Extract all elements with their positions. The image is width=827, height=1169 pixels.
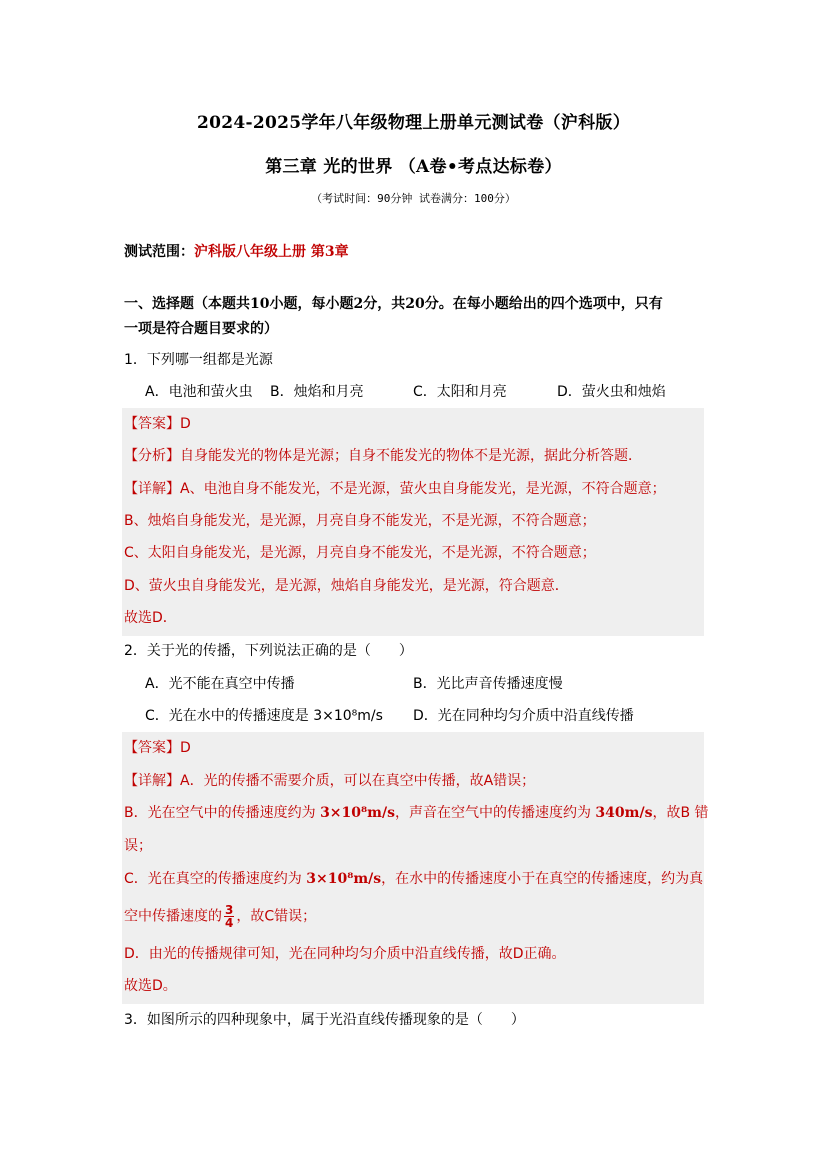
q2-answer	[124, 738, 191, 758]
scope-value: 沪科版八年级上册 第3章	[194, 244, 349, 260]
q2-conclusion: 故选D。	[124, 978, 177, 994]
q1-detail-line: C、太阳自身能发光，是光源，月亮自身不能发光，不是光源，不符合题意；	[124, 545, 596, 561]
q2-detail-c-cont	[124, 904, 316, 929]
q2-detail-c-text: 空中传播速度的	[124, 908, 222, 925]
fraction-three-quarters	[224, 904, 234, 929]
q1-conclusion: 故选D．	[124, 610, 177, 626]
q2-option-a: A．光不能在真空中传播	[145, 676, 295, 692]
section-heading-line1: 一、选择题（本题共10小题，每小题2分，共20分。在每小题给出的四个选项中，只有	[124, 296, 663, 312]
q1-detail	[124, 479, 666, 499]
q2-detail-c	[124, 869, 703, 889]
q1-detail-line: D、萤火虫自身能发光，是光源，烛焰自身能发光，是光源，符合题意．	[124, 578, 569, 594]
chapter-subtitle: 第三章 光的世界 （A卷•考点达标卷）	[265, 157, 562, 177]
q3-stem: 3．如图所示的四种现象中，属于光沿直线传播现象的是（ ）	[124, 1012, 525, 1028]
speed-of-sound: 340m/s	[595, 805, 653, 821]
exam-meta: （考试时间：90分钟 试卷满分：100分）	[311, 192, 516, 205]
exam-title: 2024-2025学年八年级物理上册单元测试卷（沪科版）	[196, 113, 631, 133]
q1-analysis-text: 自身能发光的物体是光源；自身不能发光的物体不是光源，据此分析答题．	[180, 448, 642, 464]
q2-option-d: D．光在同种均匀介质中沿直线传播	[413, 708, 634, 724]
q1-answer-tag: 【答案】	[124, 416, 180, 432]
q1-option-d: D．萤火虫和烛焰	[557, 384, 666, 400]
q1-analysis	[124, 446, 642, 466]
q2-detail-c-text: C．光在真空的传播速度约为	[124, 871, 307, 887]
q1-answer	[124, 414, 191, 434]
q2-detail-b-cont: 误；	[124, 838, 152, 854]
q2-detail-b-text: B．光在空气中的传播速度约为	[124, 805, 321, 821]
scope-label: 测试范围：	[124, 244, 194, 260]
q1-answer-value: D	[180, 416, 191, 432]
q2-answer-value: D	[180, 740, 191, 756]
q2-option-b: B．光比声音传播速度慢	[413, 676, 563, 692]
q2-option-c: C．光在水中的传播速度是 3×10⁸m/s	[145, 708, 383, 724]
q2-detail-c-text: ，在水中的传播速度小于在真空的传播速度，约为真	[381, 871, 704, 887]
q2-answer-tag: 【答案】	[124, 740, 180, 756]
q2-stem: 2．关于光的传播，下列说法正确的是（ ）	[124, 643, 413, 659]
q1-analysis-tag: 【分析】	[124, 448, 180, 464]
q2-detail-b-text: ，故B 错	[652, 805, 709, 821]
q2-detail-b	[124, 803, 709, 823]
q1-stem: 1．下列哪一组都是光源	[124, 352, 273, 368]
fraction-numerator: 3	[225, 903, 234, 917]
q2-detail	[124, 771, 535, 791]
q2-detail-d: D．由光的传播规律可知，光在同种均匀介质中沿直线传播，故D正确。	[124, 946, 566, 962]
q2-detail-a: A．光的传播不需要介质，可以在真空中传播，故A错误；	[180, 773, 536, 789]
test-scope	[124, 242, 349, 262]
q2-detail-b-text: ，声音在空气中的传播速度约为	[394, 805, 596, 821]
q1-detail-tag: 【详解】	[124, 481, 180, 497]
speed-of-light: 3×10⁸m/s	[306, 871, 382, 887]
q1-option-a: A．电池和萤火虫	[145, 384, 253, 400]
q1-option-b: B．烛焰和月亮	[270, 384, 364, 400]
q1-option-c: C．太阳和月亮	[413, 384, 507, 400]
fraction-denominator: 4	[225, 916, 234, 930]
speed-of-light: 3×10⁸m/s	[320, 805, 395, 821]
q2-detail-c-text: ，故C错误；	[236, 908, 317, 925]
q1-detail-line: A、电池自身不能发光，不是光源，萤火虫自身能发光，是光源，不符合题意；	[180, 481, 666, 497]
q2-detail-tag: 【详解】	[124, 773, 180, 789]
section-heading-line2: 一项是符合题目要求的）	[124, 321, 278, 337]
q1-detail-line: B、烛焰自身能发光，是光源，月亮自身不能发光，不是光源，不符合题意；	[124, 513, 596, 529]
